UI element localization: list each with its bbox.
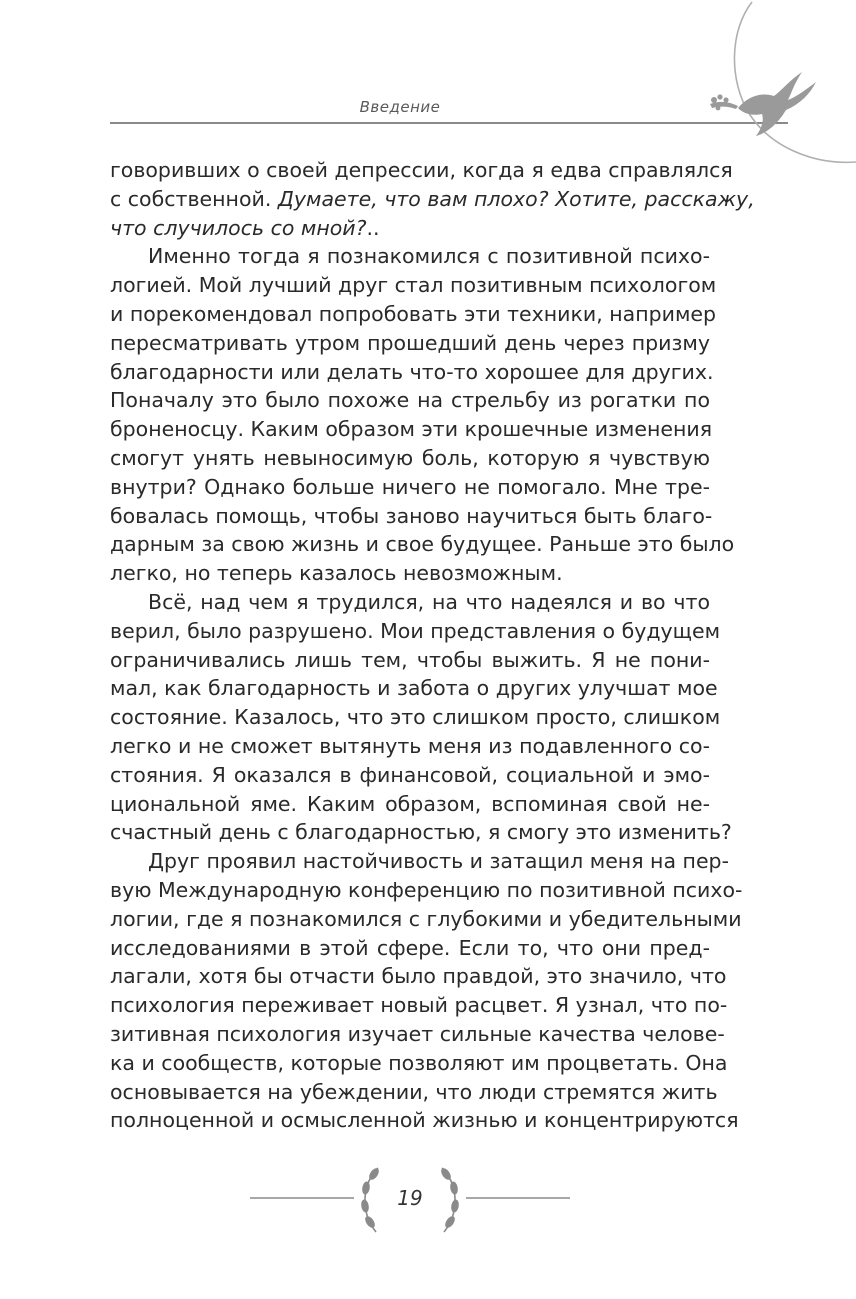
- text-segment: Всё, над чем я трудился, на что надеялся и во что: [148, 589, 710, 614]
- dove-with-branch-icon: [690, 0, 856, 170]
- text-segment: логии, где я познакомился с глубокими и убедительными: [110, 906, 742, 931]
- text-segment: зитивная психология изучает сильные качества челове-: [110, 1021, 725, 1046]
- running-header: Введение: [359, 98, 441, 116]
- text-segment: стояния. Я оказался в финансовой, социальной и эмо-: [110, 762, 710, 787]
- text-segment: верил, было разрушено. Мои представления о будущем: [110, 618, 721, 643]
- text-line: [110, 185, 755, 214]
- text-line: [110, 703, 721, 732]
- text-line: [110, 214, 710, 243]
- text-line: [110, 271, 717, 300]
- header-rule: [110, 122, 788, 124]
- text-segment: Именно тогда я познакомился с позитивной психо-: [148, 244, 710, 269]
- text-segment: благодарности или делать что-то хорошее для других.: [110, 359, 714, 384]
- text-line: [110, 1049, 728, 1078]
- laurel-branch-icon: [440, 1167, 459, 1232]
- text-segment: Поначалу это было похоже на стрельбу из рогатки по: [110, 388, 710, 413]
- text-line: [110, 559, 710, 588]
- text-segment: счастный день с благодарностью, я смогу это изменить?: [110, 820, 732, 845]
- text-line: [110, 386, 710, 415]
- text-line: [110, 502, 713, 531]
- text-line: [110, 329, 710, 358]
- text-line: [110, 732, 710, 761]
- text-line: [110, 818, 732, 847]
- text-line: [110, 847, 729, 876]
- text-line: [110, 991, 728, 1020]
- text-line: [110, 358, 714, 387]
- text-segment: вую Международную конференцию по позитивной психо-: [110, 877, 743, 902]
- italic-text: что случилось со мной?: [110, 215, 367, 240]
- text-line: [110, 156, 733, 185]
- text-segment: ограничивались лишь тем, чтобы выжить. Я не пони-: [110, 647, 710, 672]
- text-line: [110, 473, 710, 502]
- text-segment: смогут унять невыносимую боль, которую я чувствую: [110, 445, 710, 470]
- text-line: [110, 1078, 718, 1107]
- text-line: [110, 905, 742, 934]
- text-line: [110, 934, 710, 963]
- text-segment: исследованиями в этой сфере. Если то, что они пред-: [110, 935, 710, 960]
- text-line: [110, 415, 713, 444]
- text-line: [110, 761, 710, 790]
- text-line: [110, 674, 718, 703]
- text-line: [110, 1106, 739, 1135]
- text-segment: легко и не сможет вытянуть меня из подавленного со-: [110, 733, 710, 758]
- text-segment: и порекомендовал попробовать эти техники, например: [110, 301, 717, 326]
- text-segment: основывается на убеждении, что люди стремятся жить: [110, 1079, 718, 1104]
- text-line: [110, 300, 717, 329]
- text-segment: Друг проявил настойчивость и затащил меня на пер-: [148, 849, 729, 874]
- text-segment: с собственной.: [110, 186, 278, 211]
- text-line: [110, 876, 743, 905]
- page-footer-ornament: [250, 1160, 570, 1240]
- italic-text: Думаете, что вам плохо? Хотите, расскажу,: [277, 186, 755, 211]
- text-line: [110, 617, 721, 646]
- text-line: [110, 242, 710, 271]
- text-segment: внутри? Однако больше ничего не помогало. Мне тре-: [110, 474, 710, 499]
- text-segment: говоривших о своей депрессии, когда я едва справлялся: [110, 158, 733, 182]
- text-segment: легко, но теперь казалось невозможным.: [110, 561, 563, 586]
- text-line: [110, 1020, 725, 1049]
- text-segment: дарным за свою жизнь и свое будущее. Раньше это было: [110, 532, 735, 557]
- text-segment: броненосцу. Каким образом эти крошечные изменения: [110, 417, 713, 442]
- text-line: [110, 646, 710, 675]
- text-line: [110, 790, 710, 819]
- text-line: [110, 588, 710, 617]
- text-line: [110, 530, 735, 559]
- text-segment: пересматривать утром прошедший день через призму: [110, 330, 710, 355]
- text-segment: ..: [366, 215, 380, 240]
- page-number: 19: [397, 1186, 423, 1210]
- text-segment: мал, как благодарность и забота о других улучшат мое: [110, 676, 718, 701]
- text-segment: логией. Мой лучший друг стал позитивным психологом: [110, 273, 717, 298]
- body-text: [110, 156, 755, 1135]
- text-segment: бовалась помощь, чтобы заново научиться быть благо-: [110, 503, 713, 528]
- laurel-branch-icon: [361, 1167, 380, 1232]
- text-line: [110, 444, 710, 473]
- text-segment: циональной яме. Каким образом, вспоминая свой не-: [110, 791, 710, 816]
- text-segment: психология переживает новый расцвет. Я узнал, что по-: [110, 993, 728, 1018]
- text-segment: ка и сообществ, которые позволяют им процветать. Она: [110, 1050, 728, 1075]
- text-line: [110, 962, 727, 991]
- text-segment: лагали, хотя бы отчасти было правдой, это значило, что: [110, 964, 727, 989]
- text-segment: состояние. Казалось, что это слишком просто, слишком: [110, 705, 721, 730]
- text-segment: полноценной и осмысленной жизнью и концентрируются: [110, 1108, 739, 1133]
